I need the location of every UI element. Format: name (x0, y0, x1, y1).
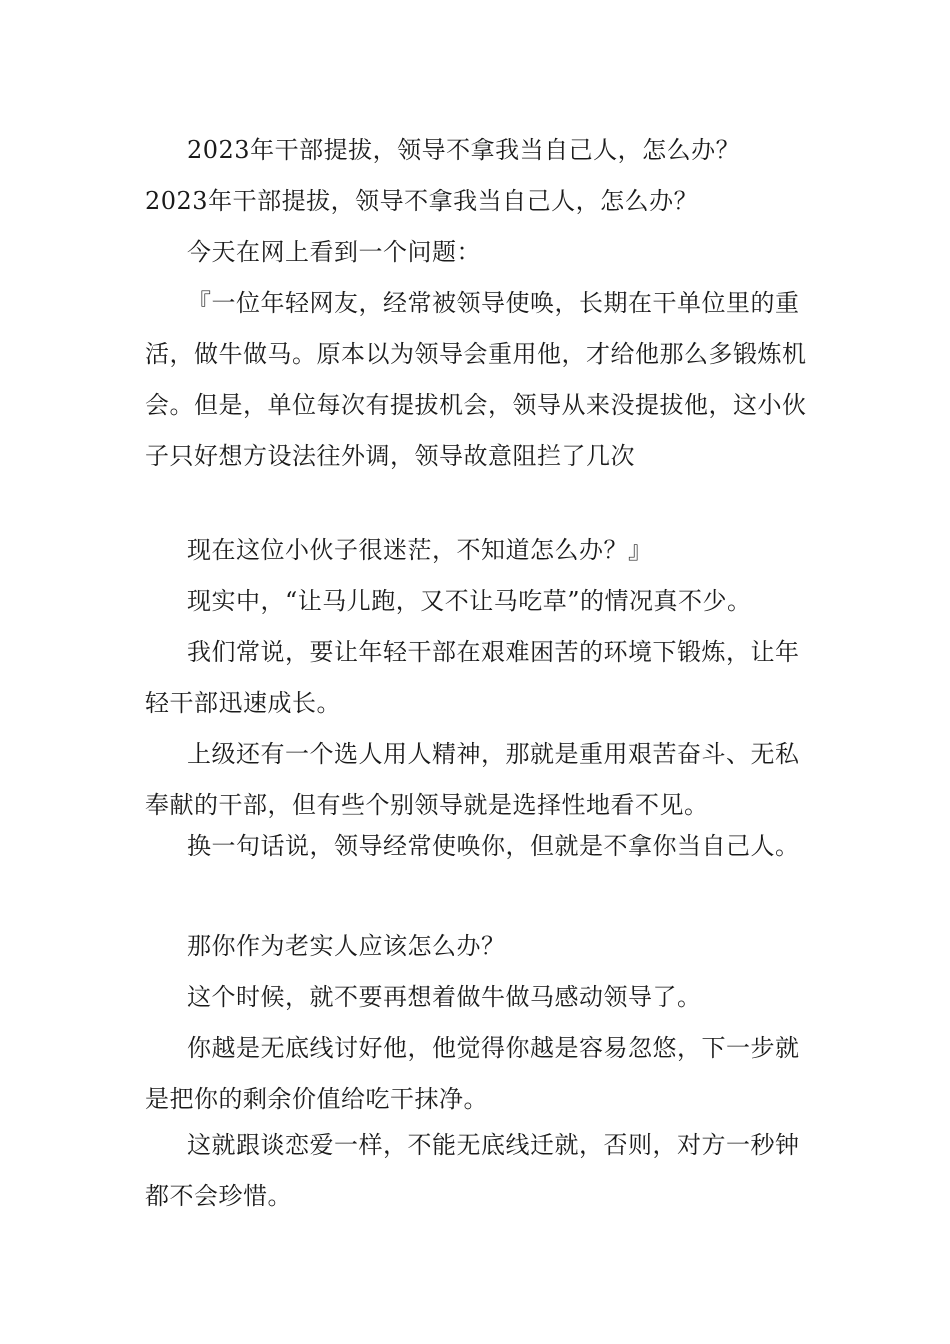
quoted-paragraph-end: 现在这位小伙子很迷茫，不知道怎么办？』 (187, 536, 653, 564)
paragraph: 这个时候，就不要再想着做牛做马感动领导了。 (187, 983, 702, 1011)
paragraph: 现实中，“让马儿跑，又不让马吃草”的情况真不少。 (187, 587, 752, 615)
title-line-repeat: 2023年干部提拔，领导不拿我当自己人，怎么办？ (145, 187, 699, 215)
paragraph: 换一句话说，领导经常使唤你，但就是不拿你当自己人。 (187, 832, 800, 860)
quoted-paragraph: 『一位年轻网友，经常被领导使唤，长期在干单位里的重活，做牛做马。原本以为领导会重用他，才给他那么多锻炼机会。但是，单位每次有提拔机会，领导从来没提拔他，这小伙子只好想方设法往外调，领导故意阻拦了几次 (145, 289, 807, 470)
paragraph: 那你作为老实人应该怎么办？ (187, 932, 506, 960)
paragraph: 上级还有一个选人用人精神，那就是重用艰苦奋斗、无私奉献的干部，但有些个别领导就是选择性地看不见。 (145, 740, 800, 819)
title-line: 2023年干部提拔，领导不拿我当自己人，怎么办？ (187, 136, 741, 164)
paragraph: 今天在网上看到一个问题： (187, 238, 481, 266)
paragraph: 你越是无底线讨好他，他觉得你越是容易忽悠，下一步就是把你的剩余价值给吃干抹净。 (145, 1034, 800, 1113)
paragraph: 这就跟谈恋爱一样，不能无底线迁就，否则，对方一秒钟都不会珍惜。 (145, 1131, 800, 1210)
paragraph: 我们常说，要让年轻干部在艰难困苦的环境下锻炼，让年轻干部迅速成长。 (145, 638, 800, 717)
